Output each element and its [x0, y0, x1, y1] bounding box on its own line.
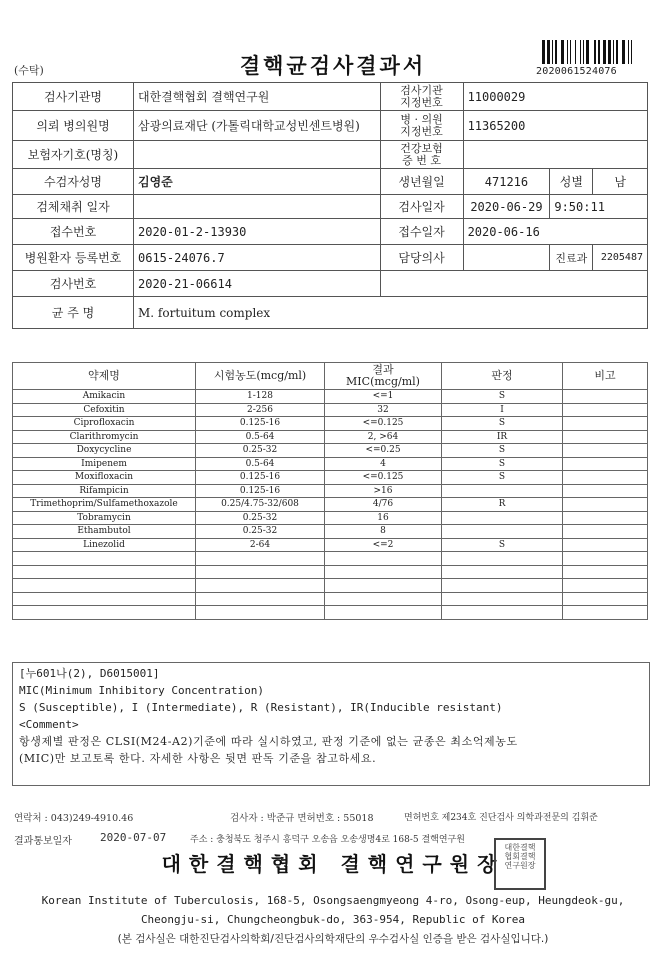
barcode-bar — [586, 40, 589, 64]
value-doctor — [463, 245, 550, 271]
cell-mic: 16 — [325, 511, 442, 525]
value-sex: 남 — [593, 169, 648, 195]
label-sex: 성별 — [550, 169, 593, 195]
cell-judge: I — [442, 403, 563, 417]
table-row — [13, 471, 648, 485]
value-insurance-no — [463, 141, 647, 169]
cell-mic — [325, 579, 442, 593]
value-receipt-date: 2020-06-16 — [463, 219, 647, 245]
cell-judge — [442, 592, 563, 606]
notes-box — [12, 662, 650, 786]
cell-mic: >16 — [325, 484, 442, 498]
cell-drug: Cefoxitin — [13, 403, 196, 417]
cell-conc — [196, 552, 325, 566]
label-registration-no: 병원환자 등록번호 — [13, 245, 134, 271]
cell-judge: S — [442, 444, 563, 458]
cell-conc: 0.25-32 — [196, 511, 325, 525]
cell-drug: Clarithromycin — [13, 430, 196, 444]
cell-mic: <=2 — [325, 538, 442, 552]
cell-mic: 4 — [325, 457, 442, 471]
cell-conc: 0.25-32 — [196, 525, 325, 539]
label-collection-date: 검체채취 일자 — [13, 195, 134, 219]
barcode-bar — [547, 40, 550, 64]
cell-conc: 0.5-64 — [196, 457, 325, 471]
cell-judge — [442, 565, 563, 579]
value-insurer — [134, 141, 381, 169]
table-row — [13, 417, 648, 431]
notes-comment-1: 항생제별 판정은 CLSI(M24-A2)기준에 따라 실시하였고, 판정 기준에 없는 균종은 최소억제농도 — [19, 735, 518, 748]
footer-report-date-label: 결과통보일자 — [14, 836, 72, 847]
label-test-date: 검사일자 — [380, 195, 463, 219]
label-doctor: 담당의사 — [380, 245, 463, 271]
value-hospital: 삼광의료재단 (가톨릭대학교성빈센트병원) — [134, 111, 381, 141]
cell-judge: S — [442, 417, 563, 431]
cell-judge — [442, 552, 563, 566]
barcode-bar — [552, 40, 553, 64]
cell-judge: S — [442, 471, 563, 485]
label-hospital-code: 병 · 의원 지정번호 — [380, 111, 463, 141]
cell-note — [563, 565, 648, 579]
barcode-bar — [598, 40, 600, 64]
value-test-time: 9:50:11 — [550, 195, 648, 219]
cell-note — [563, 498, 648, 512]
cell-drug: Tobramycin — [13, 511, 196, 525]
value-collection-date — [134, 195, 381, 219]
cell-note — [563, 390, 648, 404]
table-row — [13, 525, 648, 539]
notes-comment-label: <Comment> — [19, 718, 79, 731]
cell-judge — [442, 606, 563, 620]
footer-examiner: 검사자 : 박준규 면허번호 : 55018 — [230, 813, 374, 824]
label-patient-name: 수검자성명 — [13, 169, 134, 195]
cell-drug — [13, 552, 196, 566]
table-row — [13, 430, 648, 444]
cell-drug — [13, 606, 196, 620]
barcode-bar — [608, 40, 611, 64]
cell-mic: <=0.125 — [325, 471, 442, 485]
barcode-bar — [570, 40, 571, 64]
value-receipt-no: 2020-01-2-13930 — [134, 219, 381, 245]
barcode-bar — [580, 40, 581, 64]
label-insurance-no: 건강보험 증 번 호 — [380, 141, 463, 169]
document-title: 결핵균검사결과서 — [239, 53, 427, 78]
value-department: 2205487 — [593, 245, 648, 271]
barcode-bar — [555, 40, 557, 64]
cell-drug: Ethambutol — [13, 525, 196, 539]
value-patient-name: 김영준 — [134, 169, 381, 195]
cell-conc: 2-64 — [196, 538, 325, 552]
cell-mic — [325, 565, 442, 579]
label-lab-code: 검사기관 지정번호 — [380, 83, 463, 111]
table-row — [13, 511, 648, 525]
label-receipt-no: 접수번호 — [13, 219, 134, 245]
cell-drug: Moxifloxacin — [13, 471, 196, 485]
cell-note — [563, 579, 648, 593]
barcode-bar — [583, 40, 584, 64]
cell-drug — [13, 565, 196, 579]
address-en-1: Korean Institute of Tuberculosis, 168-5, Osongsaengmyeong 4-ro, Osong-eup, Heungdeok-gu, — [41, 894, 625, 907]
cell-note — [563, 552, 648, 566]
value-test-no: 2020-21-06614 — [134, 271, 381, 297]
cell-conc — [196, 592, 325, 606]
cell-judge: S — [442, 390, 563, 404]
cell-note — [563, 471, 648, 485]
cell-drug — [13, 579, 196, 593]
barcode-bar — [603, 40, 606, 64]
header-drug: 약제명 — [13, 363, 196, 390]
cell-note — [563, 457, 648, 471]
cell-note — [563, 525, 648, 539]
table-row — [13, 592, 648, 606]
institution-name: 대한결핵협회 결핵연구원장 — [161, 852, 505, 876]
cell-note — [563, 538, 648, 552]
cell-conc — [196, 565, 325, 579]
cell-drug — [13, 592, 196, 606]
cell-mic: 2, >64 — [325, 430, 442, 444]
cell-mic: 8 — [325, 525, 442, 539]
cell-note — [563, 403, 648, 417]
cell-judge — [442, 484, 563, 498]
header-conc: 시험농도(mcg/ml) — [196, 363, 325, 390]
cell-judge — [442, 511, 563, 525]
certification-note: (본 검사실은 대한진단검사의학회/진단검사의학재단의 우수검사실 인증을 받은 검사실입니다.) — [117, 933, 549, 945]
cell-note — [563, 444, 648, 458]
cell-drug: Doxycycline — [13, 444, 196, 458]
cell-drug: Ciprofloxacin — [13, 417, 196, 431]
cell-conc: 2-256 — [196, 403, 325, 417]
cell-drug: Rifampicin — [13, 484, 196, 498]
cell-note — [563, 484, 648, 498]
cell-judge: R — [442, 498, 563, 512]
footer-license: 면허번호 제234호 진단검사 의학과전문의 김휘준 — [404, 813, 598, 823]
cell-note — [563, 417, 648, 431]
header-judge: 판정 — [442, 363, 563, 390]
cell-note — [563, 511, 648, 525]
cell-judge — [442, 579, 563, 593]
barcode-bar — [622, 40, 625, 64]
cell-judge: IR — [442, 430, 563, 444]
cell-conc — [196, 579, 325, 593]
cell-conc: 0.25-32 — [196, 444, 325, 458]
patient-info-table — [12, 82, 648, 329]
cell-judge — [442, 525, 563, 539]
cell-conc: 0.5-64 — [196, 430, 325, 444]
cell-conc — [196, 606, 325, 620]
barcode-bar — [567, 40, 568, 64]
cell-mic — [325, 606, 442, 620]
cell-mic: <=0.125 — [325, 417, 442, 431]
susceptibility-table — [12, 362, 648, 620]
value-strain: M. fortuitum complex — [134, 297, 648, 329]
cell-drug: Trimethoprim/Sulfamethoxazole — [13, 498, 196, 512]
table-row — [13, 552, 648, 566]
value-registration-no: 0615-24076.7 — [134, 245, 381, 271]
table-row — [13, 444, 648, 458]
notes-mic: MIC(Minimum Inhibitory Concentration) — [19, 684, 265, 697]
table-row — [13, 403, 648, 417]
value-lab-code: 11000029 — [463, 83, 647, 111]
table-row — [13, 606, 648, 620]
value-test-date: 2020-06-29 — [463, 195, 550, 219]
notes-code: [누601나(2), D6015001] — [19, 667, 160, 680]
barcode-bar — [575, 40, 576, 64]
label-strain: 균 주 명 — [13, 297, 134, 329]
header-mic: 결과 MIC(mcg/ml) — [325, 363, 442, 390]
cell-note — [563, 430, 648, 444]
barcode-bar — [631, 40, 632, 64]
barcode-bar — [542, 40, 545, 64]
cell-mic: 4/76 — [325, 498, 442, 512]
label-receipt-date: 접수일자 — [380, 219, 463, 245]
notes-legend: S (Susceptible), I (Intermediate), R (Resistant), IR(Inducible resistant) — [19, 701, 503, 714]
footer-contact: 연락처 : 043)249-4910.46 — [14, 813, 134, 824]
table-row — [13, 498, 648, 512]
footer-address-ko: 주소 : 충청북도 청주시 흥덕구 오송읍 오송생명4로 168-5 결핵연구원 — [190, 835, 465, 845]
table-row — [13, 538, 648, 552]
header-note: 비고 — [563, 363, 648, 390]
cell-note — [563, 592, 648, 606]
cell-mic: <=1 — [325, 390, 442, 404]
label-lab-name: 검사기관명 — [13, 83, 134, 111]
cell-drug: Linezolid — [13, 538, 196, 552]
table-row — [13, 457, 648, 471]
footer-report-date: 2020-07-07 — [100, 831, 167, 844]
label-department: 진료과 — [550, 245, 593, 271]
cell-judge: S — [442, 538, 563, 552]
cell-drug: Amikacin — [13, 390, 196, 404]
barcode-bar — [613, 40, 614, 64]
cell-conc: 1-128 — [196, 390, 325, 404]
value-test-no-extra — [380, 271, 647, 297]
label-insurer: 보험자기호(명칭) — [13, 141, 134, 169]
label-test-no: 검사번호 — [13, 271, 134, 297]
table-row — [13, 390, 648, 404]
value-lab-name: 대한결핵협회 결핵연구원 — [134, 83, 381, 111]
cell-mic — [325, 552, 442, 566]
cell-conc: 0.125-16 — [196, 417, 325, 431]
cell-conc: 0.125-16 — [196, 484, 325, 498]
barcode — [542, 40, 638, 64]
cell-conc: 0.125-16 — [196, 471, 325, 485]
barcode-bar — [594, 40, 596, 64]
table-row — [13, 565, 648, 579]
barcode-bar — [616, 40, 618, 64]
table-row — [13, 484, 648, 498]
official-seal: 대한결핵 협회결핵 연구원장 — [494, 838, 546, 890]
value-hospital-code: 11365200 — [463, 111, 647, 141]
cell-mic: <=0.25 — [325, 444, 442, 458]
address-en-2: Cheongju-si, Chungcheongbuk-do, 363-954, Republic of Korea — [140, 913, 526, 926]
cell-note — [563, 606, 648, 620]
barcode-bar — [561, 40, 564, 64]
notes-comment-2: (MIC)만 보고토록 한다. 자세한 사항은 뒷면 판독 기준을 참고하세요. — [19, 752, 377, 765]
table-row — [13, 579, 648, 593]
barcode-bar — [628, 40, 629, 64]
cell-drug: Imipenem — [13, 457, 196, 471]
barcode-number: 2020061524076 — [536, 66, 617, 77]
label-hospital: 의뢰 병의원명 — [13, 111, 134, 141]
cell-mic: 32 — [325, 403, 442, 417]
label-birthdate: 생년월일 — [380, 169, 463, 195]
value-birthdate: 471216 — [463, 169, 550, 195]
copy-mark: (수탁) — [14, 64, 44, 77]
cell-mic — [325, 592, 442, 606]
cell-conc: 0.25/4.75-32/608 — [196, 498, 325, 512]
cell-judge: S — [442, 457, 563, 471]
